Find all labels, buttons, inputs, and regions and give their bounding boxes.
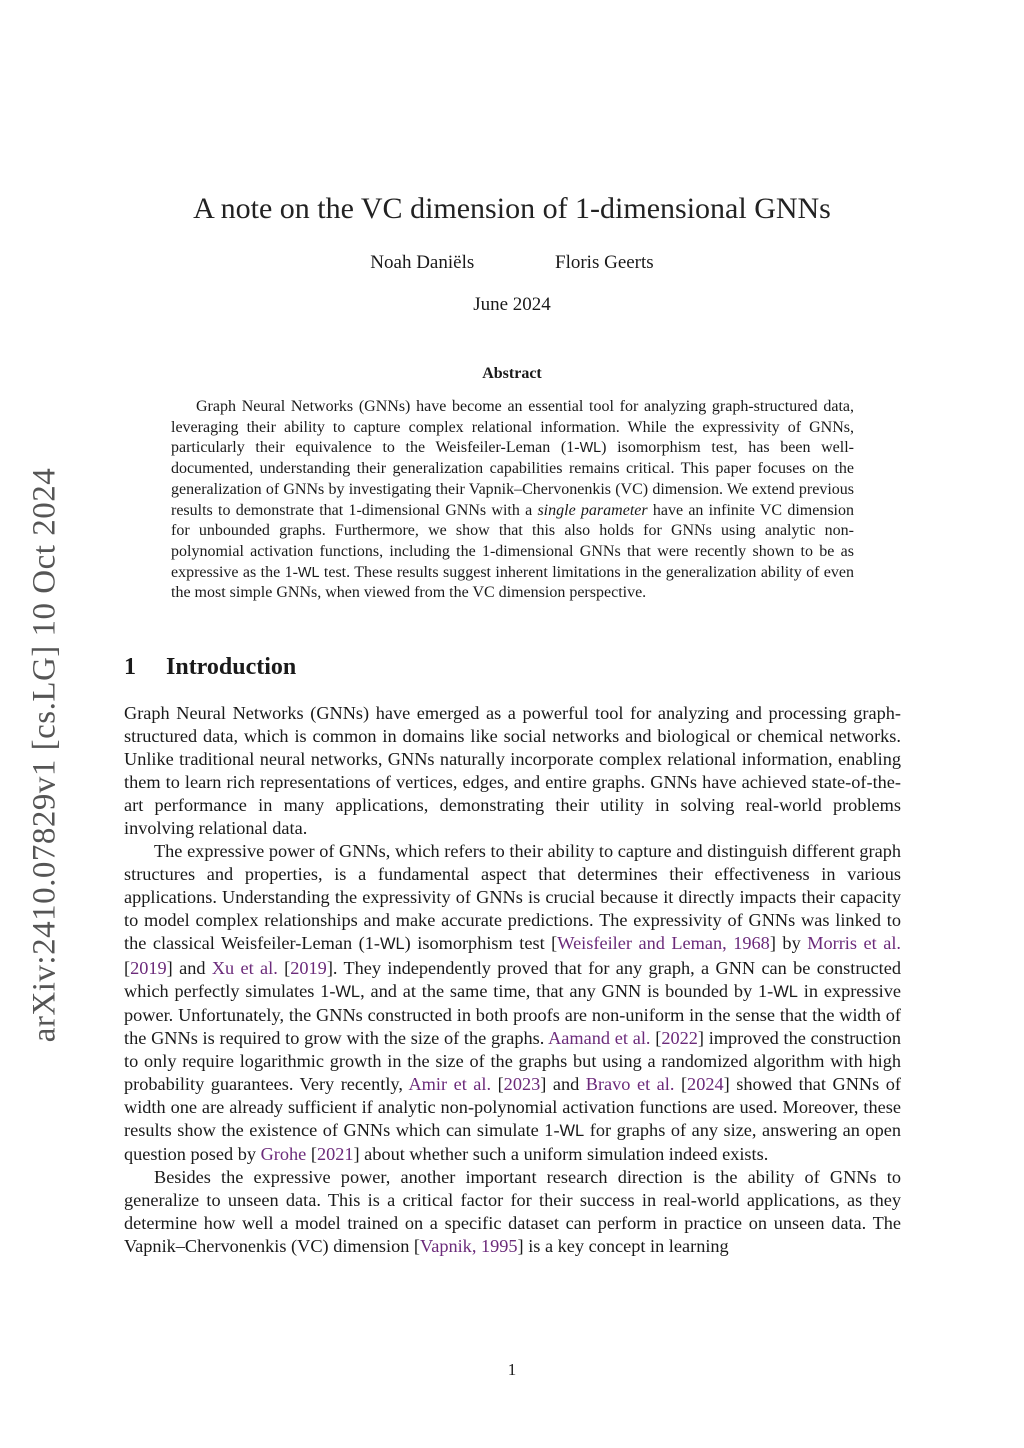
citation-link[interactable]: 2024 bbox=[687, 1073, 724, 1094]
publication-date: June 2024 bbox=[473, 294, 551, 315]
section-title: Introduction bbox=[166, 654, 297, 680]
section-number: 1 bbox=[124, 654, 136, 680]
intro-body bbox=[124, 702, 901, 1258]
arxiv-identifier: arXiv:2410.07829v1 [cs.LG] 10 Oct 2024 bbox=[26, 467, 63, 1043]
paper-title: A note on the VC dimension of 1-dimensional GNNs bbox=[193, 192, 831, 225]
section-heading bbox=[124, 654, 296, 681]
abstract-heading: Abstract bbox=[482, 365, 542, 382]
citation-link[interactable]: Amir et al. bbox=[408, 1073, 492, 1094]
author-name: Floris Geerts bbox=[555, 252, 654, 273]
author-list bbox=[0, 252, 1024, 274]
paragraph: The expressive power of GNNs, which refers to their ability to capture and distinguish different graph structures and properties, is a fundamental aspect that determines their effectiveness in various applications. Understanding the expressivity of GNNs is crucial because it directly impacts their capacity to model complex relationships and make accurate predictions. The expressivity of GNNs was linked to the classical Weisfeiler-Leman (1-WL) isomorphism test [Weisfeiler and Leman, 1968] by Morris et al. [2019] and Xu et al. [2019]. They independently proved that for any graph, a GNN can be constructed which perfectly simulates 1-WL, and at the same time, that any GNN is bounded by 1-WL in expressive power. Unfortunately, the GNNs constructed in both proofs are non-uniform in the sense that the width of the GNNs is required to grow with the size of the graphs. Aamand et al. [2022] improved the construction to only require logarithmic growth in the size of the graphs but using a randomized algorithm with high probability guarantees. Very recently, Amir et al. [2023] and Bravo et al. [2024] showed that GNNs of width one are already sufficient if analytic non-polynomial activation functions are used. Moreover, these results show the existence of GNNs which can simulate 1-WL for graphs of any size, answering an open question posed by Grohe [2021] about whether such a uniform simulation indeed exists. bbox=[124, 841, 902, 1164]
citation-link[interactable]: Aamand et al. bbox=[548, 1027, 651, 1048]
citation-link[interactable]: 2023 bbox=[503, 1073, 541, 1094]
citation-link[interactable]: 2019 bbox=[290, 957, 327, 978]
citation-link[interactable]: Weisfeiler and Leman, 1968 bbox=[557, 933, 770, 954]
citation-link[interactable]: Xu et al. bbox=[211, 957, 278, 978]
abstract-paragraph: Graph Neural Networks (GNNs) have become an essential tool for analyzing graph-structured data, leveraging their ability to capture complex relational information. While the expressivity of GNNs, particularly their equivalence to the Weisfeiler-Leman (1-WL) isomorphism test, has been well-documented, understanding their generalization capabilities remains critical. This paper focuses on the generalization of GNNs by investigating their Vapnik–Chervonenkis (VC) dimension. We extend previous results to demonstrate that 1-dimensional GNNs with a single parameter have an infinite VC dimension for unbounded graphs. Furthermore, we show that this also holds for GNNs using analytic non-polynomial activation functions, including the 1-dimensional GNNs that were recently shown to be as expressive as the 1-WL test. These results suggest inherent limitations in the generalization ability of even the most simple GNNs, when viewed from the VC dimension perspective. bbox=[171, 398, 855, 602]
citation-link[interactable]: Bravo et al. bbox=[585, 1073, 675, 1094]
citation-link[interactable]: 2022 bbox=[661, 1027, 698, 1048]
citation-link[interactable]: 2019 bbox=[130, 957, 167, 978]
page-number: 1 bbox=[507, 1360, 517, 1379]
abstract-body bbox=[171, 397, 854, 604]
citation-link[interactable]: Grohe bbox=[260, 1143, 307, 1164]
paragraph: Besides the expressive power, another important research direction is the ability of GNNs to generalize to unseen data. This is a critical factor for their success in real-world applications, as they determine how well a model trained on a specific dataset can perform in practice on unseen data. The Vapnik–Chervonenkis (VC) dimension [Vapnik, 1995] is a key concept in learning bbox=[124, 1166, 901, 1257]
paragraph: Graph Neural Networks (GNNs) have emerged as a powerful tool for analyzing and processing graph-structured data, which is common in domains like social networks and biological or chemical networks. Unlike traditional neural networks, GNNs naturally incorporate complex relational information, enabling them to learn rich representations of vertices, edges, and entire graphs. GNNs have achieved state-of-the-art performance in many applications, demonstrating their utility in solving real-world problems involving relational data. bbox=[124, 703, 901, 839]
citation-link[interactable]: Vapnik, 1995 bbox=[420, 1236, 518, 1257]
author-name: Noah Daniëls bbox=[370, 252, 475, 273]
citation-link[interactable]: Morris et al. bbox=[807, 933, 902, 954]
citation-link[interactable]: 2021 bbox=[316, 1143, 354, 1164]
